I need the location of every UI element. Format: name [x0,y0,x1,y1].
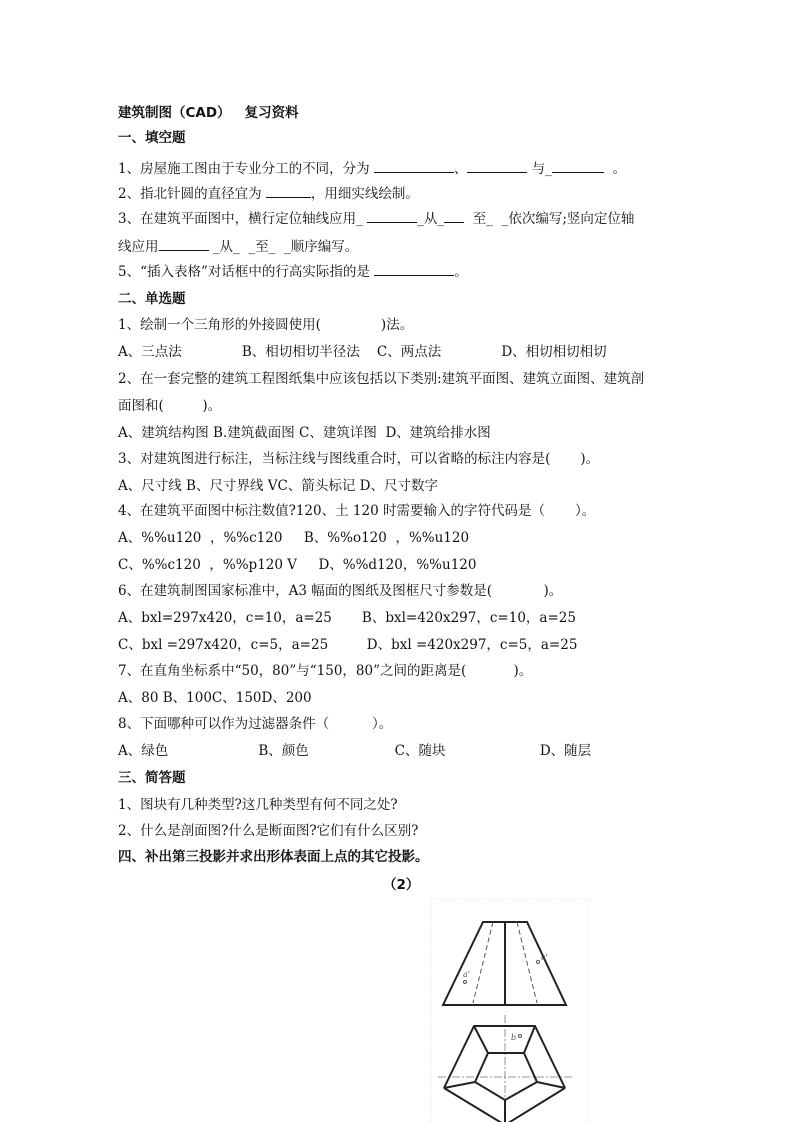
blank [444,209,464,223]
blank [266,184,311,198]
text: _依次编写;竖向定位轴 [492,211,635,227]
options-line: A、bxl=297x420，c=10，a=25 B、bxl=420x297，c=10，a=25 [118,610,576,626]
text: _从_ [417,211,445,227]
options-line: C、%%c120 ，%%p120 V D、%%d120，%%u120 [118,557,477,573]
question-line: 1、图块有几种类型?这几种类型有何不同之处? [118,797,398,813]
top-view [444,1026,565,1122]
question-line: 1、绘制一个三角形的外接圆使用( )法。 [118,317,414,333]
question-line: 4、在建筑平面图中标注数值?120、土 120 时需要输入的字符代码是（ ）。 [118,503,596,519]
question [118,237,358,256]
question [118,184,419,203]
blank [552,159,604,173]
question-line: 3、对建筑图进行标注，当标注线与图线重合时，可以省略的标注内容是( )。 [118,451,600,467]
figure-label: （2） [383,877,420,893]
point-label-a: a' [463,970,470,979]
text: ，用细实线绘制。 [310,186,419,202]
question-line: 2、在一套完整的建筑工程图纸集中应该包括以下类别:建筑平面图、建筑立面图、建筑剖 [118,371,645,387]
text: 、 [453,161,468,177]
text: 。 [603,161,627,177]
document-title: 建筑制图（CAD） 复习资料 [118,105,299,121]
options-line: A、建筑结构图 B.建筑截面图 C、建筑详图 D、建筑给排水图 [118,425,491,441]
section-heading: 二、单选题 [118,291,186,307]
text: 1、房屋施工图由于专业分工的不同，分为 [118,161,374,177]
text: 。 [454,264,468,280]
blank [467,159,527,173]
text: 3、在建筑平面图中，横行定位轴线应用_ [118,211,368,227]
text: 5、“插入表格”对话框中的行高实际指的是 [118,264,375,280]
text: 至_ [464,211,493,227]
question [118,209,634,228]
blank [367,209,417,223]
question-line: 7、在直角坐标系中“50，80”与“150，80”之间的距离是( )。 [118,663,533,679]
blank [374,159,454,173]
point-label-c: c' [541,953,548,962]
front-view [443,922,566,1005]
text: _从_ _至_ [208,239,276,255]
section-heading: 四、补出第三投影并求出形体表面上点的其它投影。 [118,849,429,865]
point-label-b: b [511,1033,517,1042]
blank [374,262,454,276]
options-line: A、%%u120 ，%%c120 B、%%o120 ，%%u120 [118,530,470,546]
question-line: 8、下面哪种可以作为过滤器条件（ ）。 [118,716,393,732]
question [118,262,468,281]
question-line: 6、在建筑制图国家标准中，A3 幅面的图纸及图框尺寸参数是( )。 [118,583,563,599]
options-line: C、bxl =297x420，c=5，a=25 D、bxl =420x297，c=5，a=25 [118,637,578,653]
options-line: A、尺寸线 B、尺寸界线 VC、箭头标记 D、尺寸数字 [118,478,438,494]
options-line: A、80 B、100C、150D、200 [118,690,312,706]
text: 与_ [527,161,552,177]
question [118,159,626,178]
question-line: 面图和( )。 [118,398,222,414]
text: _顺序编写。 [275,239,359,255]
blank [159,237,209,251]
text: 2、指北针圆的直径宜为 [118,186,266,202]
section-heading: 三、简答题 [118,770,186,786]
text: 线应用 [118,239,159,255]
section-heading: 一、填空题 [118,130,186,146]
question-line: 2、什么是剖面图?什么是断面图?它们有什么区别? [118,823,419,839]
options-line: A、三点法 B、相切相切半径法 C、两点法 D、相切相切相切 [118,344,607,360]
options-line: A、绿色 B、颜色 C、随块 D、随层 [118,743,592,759]
projection-figure [430,898,590,1122]
